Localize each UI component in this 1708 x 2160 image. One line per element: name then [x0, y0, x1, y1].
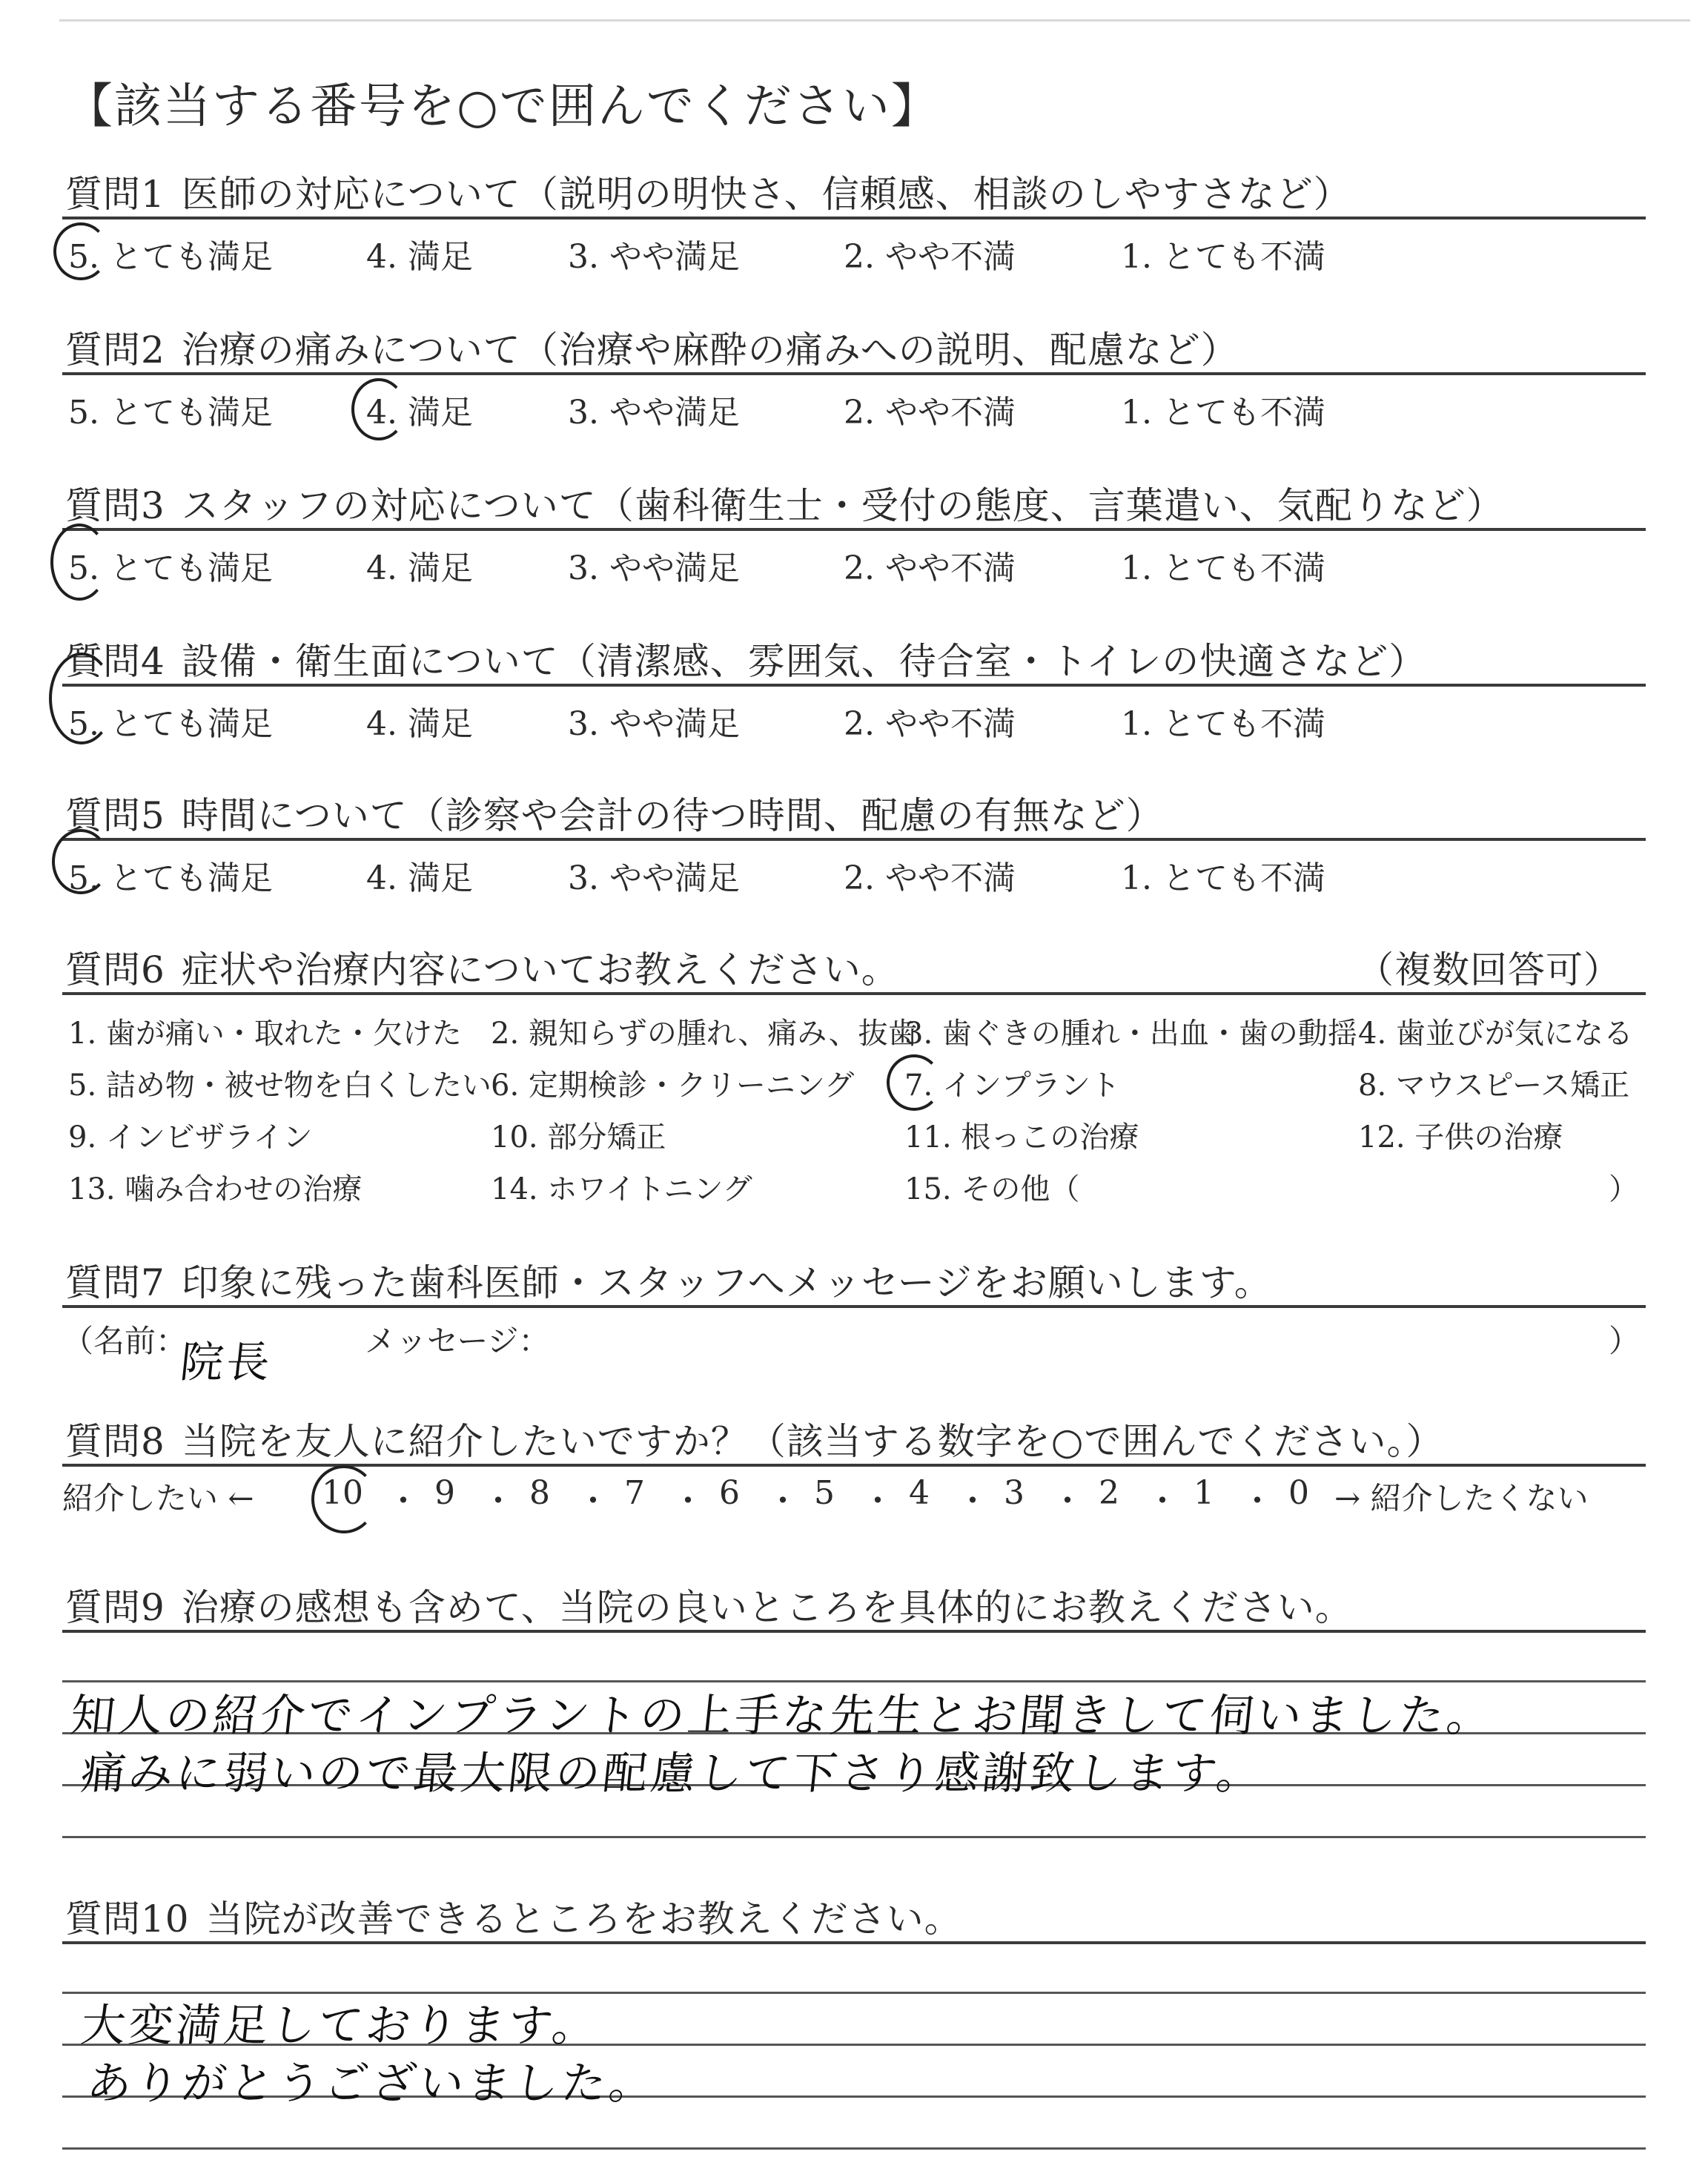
- answer-line: [62, 1836, 1646, 1838]
- divider: [62, 217, 1646, 219]
- question-text: 当院を友人に紹介したいですか？（該当する数字を○で囲んでください。）: [181, 1420, 1444, 1463]
- symptom-option-9[interactable]: 9. インビザライン: [68, 1120, 313, 1155]
- scale-separator: ・: [577, 1482, 609, 1520]
- question-3: [65, 476, 1504, 529]
- question-text: 当院が改善できるところをお教えください。: [205, 1898, 962, 1941]
- divider: [62, 1630, 1646, 1633]
- q4-option-4[interactable]: 4. 満足: [366, 705, 473, 743]
- q3-option-5[interactable]: 5. とても満足: [68, 549, 273, 587]
- scale-0[interactable]: 0: [1288, 1474, 1309, 1512]
- q5-option-2[interactable]: 2. やや不満: [844, 859, 1016, 897]
- scale-6[interactable]: 6: [719, 1474, 740, 1512]
- question-4: [65, 632, 1426, 685]
- q1-option-2[interactable]: 2. やや不満: [844, 238, 1016, 276]
- symptom-option-10[interactable]: 10. 部分矯正: [491, 1120, 666, 1155]
- question-number: 質問1: [65, 173, 165, 216]
- recommend-right-label: → 紹介したくない: [1334, 1480, 1589, 1516]
- page-title: 【該当する番号を○で囲んでください】: [65, 79, 940, 134]
- q2-option-5[interactable]: 5. とても満足: [68, 394, 273, 432]
- symptom-option-3[interactable]: 3. 歯ぐきの腫れ・出血・歯の動揺: [904, 1017, 1357, 1051]
- scale-separator: ・: [482, 1482, 514, 1520]
- question-1: [65, 165, 1351, 218]
- q5-option-1[interactable]: 1. とても不満: [1121, 859, 1325, 897]
- divider: [62, 372, 1646, 375]
- symptom-option-12[interactable]: 12. 子供の治療: [1358, 1120, 1563, 1155]
- q3-option-3[interactable]: 3. やや満足: [568, 549, 740, 587]
- multiple-answer-note: （複数回答可）: [1357, 948, 1621, 991]
- name-label: （名前：: [62, 1323, 188, 1359]
- q2-option-1[interactable]: 1. とても不満: [1121, 394, 1325, 432]
- q2-option-3[interactable]: 3. やや満足: [568, 394, 740, 432]
- scale-separator: ・: [956, 1482, 989, 1520]
- symptom-option-15[interactable]: 15. その他（: [904, 1172, 1080, 1206]
- handwritten-answer-line-2[interactable]: ありがとうございました。: [84, 2058, 660, 2110]
- question-text: 治療の痛みについて（治療や麻酔の痛みへの説明、配慮など）: [181, 328, 1239, 371]
- divider: [62, 1941, 1646, 1944]
- scale-2[interactable]: 2: [1099, 1474, 1119, 1512]
- question-number: 質問4: [65, 640, 165, 683]
- q4-option-3[interactable]: 3. やや満足: [568, 705, 740, 743]
- scale-8[interactable]: 8: [529, 1474, 550, 1512]
- message-label: メッセージ：: [365, 1323, 550, 1359]
- symptom-option-8[interactable]: 8. マウスピース矯正: [1358, 1069, 1630, 1103]
- handwritten-answer-line-1[interactable]: 大変満足しております。: [78, 2000, 603, 2052]
- hand-drawn-circle-mark: [49, 653, 114, 744]
- scale-3[interactable]: 3: [1004, 1474, 1025, 1512]
- question-number: 質問3: [65, 484, 165, 527]
- question-text: 治療の感想も含めて、当院の良いところを具体的にお教えください。: [181, 1586, 1353, 1629]
- scale-7[interactable]: 7: [624, 1474, 645, 1512]
- scale-1[interactable]: 1: [1194, 1474, 1214, 1512]
- symptom-option-14[interactable]: 14. ホワイトニング: [491, 1172, 752, 1206]
- hand-drawn-circle-mark: [50, 524, 108, 601]
- question-number: 質問7: [65, 1261, 165, 1304]
- hand-drawn-circle-mark: [351, 378, 406, 440]
- scale-separator: ・: [1241, 1482, 1274, 1520]
- q4-option-5[interactable]: 5. とても満足: [68, 705, 273, 743]
- hand-drawn-circle-mark: [53, 222, 108, 280]
- question-text: 症状や治療内容についてお教えください。: [181, 948, 899, 991]
- q2-option-4[interactable]: 4. 満足: [366, 394, 473, 432]
- question-text: 設備・衛生面について（清潔感、雰囲気、待合室・トイレの快適さなど）: [181, 640, 1427, 683]
- question-6: [65, 940, 1621, 994]
- q5-option-4[interactable]: 4. 満足: [366, 859, 473, 897]
- scale-separator: ・: [767, 1482, 799, 1520]
- scale-separator: ・: [672, 1482, 704, 1520]
- hand-drawn-circle-mark: [52, 829, 110, 894]
- q1-option-5[interactable]: 5. とても満足: [68, 238, 273, 276]
- question-number: 質問6: [65, 948, 165, 991]
- scale-5[interactable]: 5: [814, 1474, 835, 1512]
- scale-separator: ・: [1146, 1482, 1179, 1520]
- question-text: 医師の対応について（説明の明快さ、信頼感、相談のしやすさなど）: [181, 173, 1351, 216]
- symptom-option-11[interactable]: 11. 根っこの治療: [904, 1120, 1139, 1155]
- scale-4[interactable]: 4: [909, 1474, 930, 1512]
- q4-option-1[interactable]: 1. とても不満: [1121, 705, 1325, 743]
- symptom-option-6[interactable]: 6. 定期検診・クリーニング: [491, 1069, 855, 1103]
- symptom-option-13[interactable]: 13. 噛み合わせの治療: [68, 1172, 363, 1206]
- recommend-left-label: 紹介したい ←: [62, 1480, 254, 1516]
- q3-option-1[interactable]: 1. とても不満: [1121, 549, 1325, 587]
- divider: [62, 528, 1646, 531]
- scale-10[interactable]: 10: [322, 1474, 363, 1512]
- scale-9[interactable]: 9: [434, 1474, 455, 1512]
- question-number: 質問2: [65, 328, 165, 371]
- q3-option-2[interactable]: 2. やや不満: [844, 549, 1016, 587]
- other-close-paren: ）: [1609, 1172, 1638, 1206]
- question-10: [65, 1889, 962, 1943]
- scale-separator: ・: [861, 1482, 894, 1520]
- question-text: スタッフの対応について（歯科衛生士・受付の態度、言葉遣い、気配りなど）: [181, 484, 1504, 527]
- q4-option-2[interactable]: 2. やや不満: [844, 705, 1016, 743]
- question-5: [65, 786, 1164, 839]
- question-number: 質問9: [65, 1586, 165, 1629]
- message-close-paren: ）: [1609, 1323, 1641, 1359]
- question-text: 印象に残った歯科医師・スタッフへメッセージをお願いします。: [181, 1261, 1272, 1304]
- q1-option-3[interactable]: 3. やや満足: [568, 238, 740, 276]
- question-number: 質問8: [65, 1420, 165, 1463]
- answer-line: [62, 2147, 1646, 2150]
- divider: [62, 1305, 1646, 1308]
- top-border: [59, 19, 1690, 22]
- q5-option-3[interactable]: 3. やや満足: [568, 859, 740, 897]
- question-2: [65, 320, 1239, 374]
- name-value[interactable]: 院長: [177, 1337, 276, 1387]
- divider: [62, 992, 1646, 995]
- hand-drawn-circle-mark: [887, 1054, 941, 1111]
- q1-option-1[interactable]: 1. とても不満: [1121, 238, 1325, 276]
- divider: [62, 1464, 1646, 1467]
- symptom-option-4[interactable]: 4. 歯並びが気になる: [1358, 1017, 1633, 1051]
- question-7: [65, 1253, 1272, 1307]
- divider: [62, 684, 1646, 687]
- symptom-option-7[interactable]: 7. インプラント: [904, 1069, 1120, 1103]
- symptom-option-5[interactable]: 5. 詰め物・被せ物を白くしたい: [68, 1069, 491, 1103]
- question-9: [65, 1578, 1353, 1631]
- scale-separator: ・: [387, 1482, 420, 1520]
- hand-drawn-circle-mark: [311, 1465, 377, 1533]
- q2-option-2[interactable]: 2. やや不満: [844, 394, 1016, 432]
- handwritten-answer-line-1[interactable]: 知人の紹介でインプラントの上手な先生とお聞きして伺いました。: [67, 1690, 1497, 1742]
- q5-option-5[interactable]: 5. とても満足: [68, 859, 273, 897]
- scale-separator: ・: [1051, 1482, 1084, 1520]
- divider: [62, 838, 1646, 841]
- symptom-option-1[interactable]: 1. 歯が痛い・取れた・欠けた: [68, 1017, 462, 1051]
- q3-option-4[interactable]: 4. 満足: [366, 549, 473, 587]
- symptom-option-2[interactable]: 2. 親知らずの腫れ、痛み、抜歯: [491, 1017, 918, 1051]
- question-8: [65, 1412, 1443, 1465]
- question-number: 質問5: [65, 794, 165, 837]
- question-number: 質問10: [65, 1898, 190, 1941]
- question-text: 時間について（診察や会計の待つ時間、配慮の有無など）: [181, 794, 1164, 837]
- handwritten-answer-line-2[interactable]: 痛みに弱いので最大限の配慮して下さり感謝致します。: [78, 1748, 1267, 1800]
- q1-option-4[interactable]: 4. 満足: [366, 238, 473, 276]
